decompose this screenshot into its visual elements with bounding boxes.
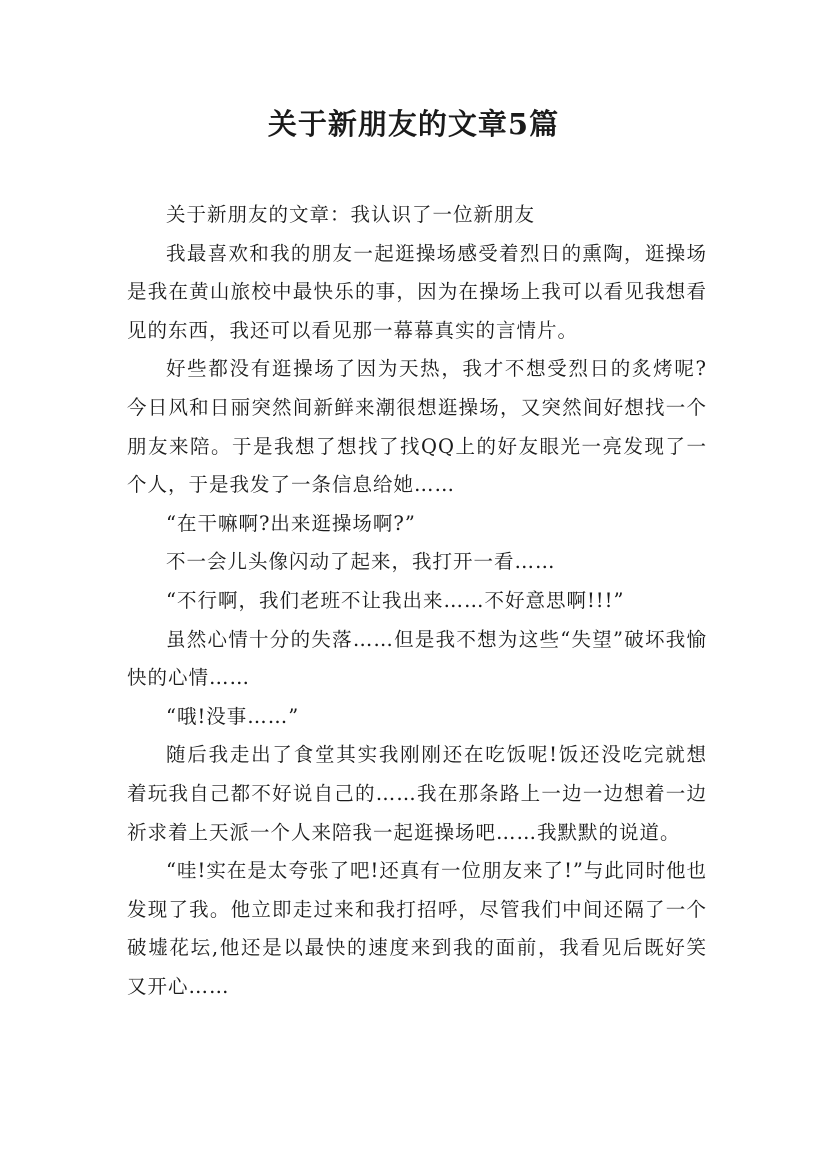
- document-body: [127, 196, 707, 1006]
- paragraph: “哇!实在是太夸张了吧!还真有一位朋友来了!”与此同时他也发现了我。他立即走过来和我打招呼，尽管我们中间还隔了一个破墟花坛,他还是以最快的速度来到我的面前，我看见后既好笑又开心……: [127, 859, 707, 998]
- paragraph: 随后我走出了食堂其实我刚刚还在吃饭呢!饭还没吃完就想着玩我自己都不好说自己的……我在那条路上一边一边想着一边祈求着上天派一个人来陪我一起逛操场吧……我默默的说道。: [127, 743, 707, 844]
- paragraph: 我最喜欢和我的朋友一起逛操场感受着烈日的熏陶，逛操场是我在黄山旅校中最快乐的事，因为在操场上我可以看见我想看见的东西，我还可以看见那一幕幕真实的言情片。: [127, 241, 707, 342]
- paragraph: “哦!没事……”: [166, 704, 300, 728]
- paragraph: 好些都没有逛操场了因为天热，我才不想受烈日的炙烤呢?今日风和日丽突然间新鲜来潮很想逛操场，又突然间好想找一个朋友来陪。于是我想了想找了找QQ上的好友眼光一亮发现了一个人，于是我发了一条信息给她……: [127, 357, 707, 497]
- paragraph: 不一会儿头像闪动了起来，我打开一看……: [166, 550, 556, 574]
- paragraph: “在干嘛啊?出来逛操场啊?”: [166, 511, 416, 535]
- paragraph: “不行啊，我们老班不让我出来……不好意思啊!!!”: [166, 588, 625, 612]
- document-title: 关于新朋友的文章5篇: [267, 107, 560, 141]
- paragraph: 虽然心情十分的失落……但是我不想为这些“失望”破坏我愉快的心情……: [127, 627, 707, 690]
- paragraph: 关于新朋友的文章：我认识了一位新朋友: [166, 203, 536, 226]
